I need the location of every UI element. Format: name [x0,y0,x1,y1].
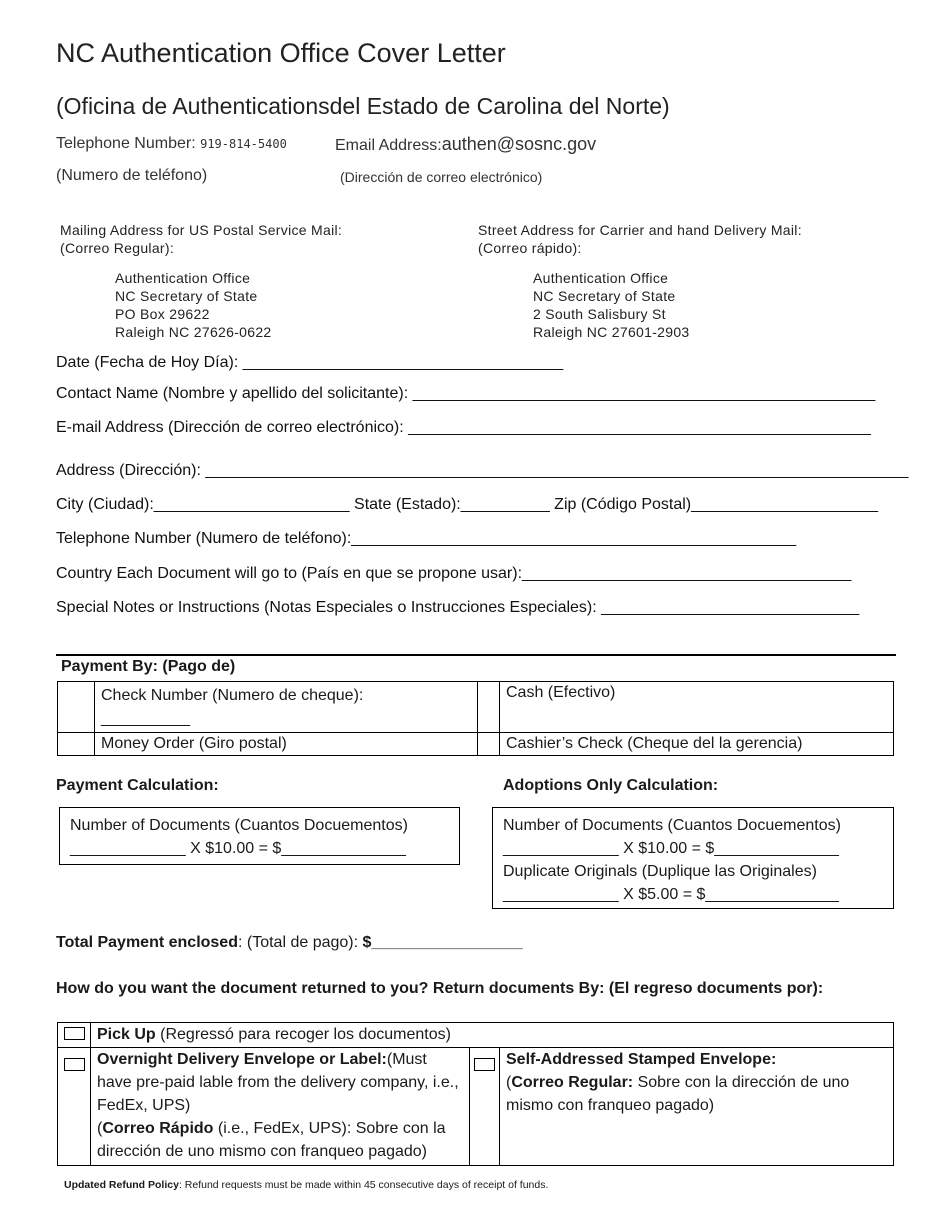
pickup-checkbox[interactable] [64,1027,85,1040]
refund-policy-text: : Refund requests must be made within 45 consecutive days of receipt of funds. [178,1179,549,1191]
notes-field[interactable]: Special Notes or Instructions (Notas Especiales o Instrucciones Especiales): _____________________________ [56,599,860,616]
pickup-checkbox-cell [58,1023,91,1048]
address-field[interactable]: Address (Dirección): _______________________________________________________________________________ [56,462,909,479]
section-divider [56,654,896,656]
adoption-docs-amount-line[interactable]: _____________ X $10.00 = $______________ [503,840,839,857]
duplicate-originals-amount-line[interactable]: _____________ X $5.00 = $_______________ [503,886,839,903]
adoption-docs-label: Number of Documents (Cuantos Docuementos) [503,817,841,834]
email-address-field[interactable]: E-mail Address (Dirección de correo electrónico): ____________________________________________________ [56,419,871,436]
page-subtitle: (Oficina de Authenticationsdel Estado de Carolina del Norte) [56,93,670,119]
street-heading-es: (Correo rápido): [478,240,582,256]
date-field[interactable]: Date (Fecha de Hoy Día): ____________________________________ [56,354,564,371]
adoptions-calculation-box [492,807,894,909]
email-label: Email Address: [335,137,442,154]
mailing-line: Raleigh NC 27626-0622 [115,324,272,340]
pickup-option [91,1023,894,1048]
money-order-label: Money Order (Giro postal) [95,733,478,756]
correo-regular-description: Sobre con la dirección de uno mismo con franqueo pagado) [506,1074,850,1114]
total-payment-label: Total Payment enclosed [56,934,238,951]
street-heading: Street Address for Carrier and hand Delivery Mail: [478,222,802,238]
email-value[interactable]: authen@sosnc.gov [441,134,597,154]
pickup-label: Pick Up [97,1026,156,1043]
street-line: NC Secretary of State [533,288,676,304]
paren: ( [97,1120,103,1137]
mailing-heading: Mailing Address for US Postal Service Mail: [60,222,343,238]
pickup-description: (Regressó para recoger los documentos) [155,1026,451,1043]
money-order-checkbox[interactable] [58,733,95,756]
overnight-description: (Must have pre-paid lable from the delivery company, i.e., FedEx, UPS) [97,1051,459,1114]
mailing-line: Authentication Office [115,270,251,286]
docs-label: Number of Documents (Cuantos Docuementos) [70,817,408,834]
overnight-checkbox[interactable] [64,1058,85,1071]
refund-policy-label: Updated Refund Policy [64,1179,179,1191]
total-payment-es: : (Total de pago): [237,934,363,951]
mailing-address-block [60,221,342,341]
email-line [335,134,596,155]
total-payment-amount[interactable]: $_________________ [362,934,523,951]
email-es: (Dirección de correo electrónico) [340,169,543,185]
country-field[interactable]: Country Each Document will go to (País en que se propone usar):_____________________________________ [56,565,852,582]
duplicate-originals-label: Duplicate Originals (Duplique las Originales) [503,863,817,880]
overnight-option [91,1048,470,1166]
telephone-value: 919-814-5400 [200,137,287,151]
cash-label: Cash (Efectivo) [500,682,894,733]
total-payment-line [56,934,523,952]
check-option [95,682,478,733]
telephone-line [56,135,287,153]
page-title: NC Authentication Office Cover Letter [56,38,506,68]
return-method-table [57,1022,894,1166]
payment-calculation-heading: Payment Calculation: [56,777,219,794]
check-label: Check Number (Numero de cheque): [101,687,364,704]
overnight-checkbox-cell [58,1048,91,1166]
street-line: 2 South Salisbury St [533,306,666,322]
cash-checkbox[interactable] [478,682,500,733]
telephone-field[interactable]: Telephone Number (Numero de teléfono):__________________________________________________ [56,530,797,547]
sase-checkbox-cell [470,1048,500,1166]
cashiers-check-checkbox[interactable] [478,733,500,756]
correo-rapido-description: (i.e., FedEx, UPS): Sobre con la dirección de uno mismo con franqueo pagado) [97,1120,446,1160]
contact-name-field[interactable]: Contact Name (Nombre y apellido del solicitante): ____________________________________________________ [56,385,876,402]
mailing-line: PO Box 29622 [115,306,210,322]
street-address-block [478,221,802,341]
payment-calculation-box [59,807,460,865]
sase-option [500,1048,894,1166]
docs-amount-line[interactable]: _____________ X $10.00 = $______________ [70,840,406,857]
return-question: How do you want the document returned to you? Return documents By: (El regreso documents por): [56,980,824,997]
payment-heading: Payment By: (Pago de) [61,658,236,675]
mailing-line: NC Secretary of State [115,288,258,304]
adoptions-calculation-heading: Adoptions Only Calculation: [503,777,719,794]
payment-method-table [57,681,894,756]
sase-label: Self-Addressed Stamped Envelope: [506,1051,777,1068]
correo-regular-label: Correo Regular: [511,1074,634,1091]
refund-policy [64,1179,548,1191]
street-line: Raleigh NC 27601-2903 [533,324,690,340]
correo-rapido-label: Correo Rápido [102,1120,214,1137]
city-state-zip-field[interactable]: City (Ciudad):______________________ State (Estado):__________ Zip (Código Postal)_____________________ [56,496,878,513]
street-line: Authentication Office [533,270,669,286]
paren: ( [506,1074,512,1091]
sase-checkbox[interactable] [474,1058,495,1071]
mailing-heading-es: (Correo Regular): [60,240,175,256]
telephone-label: Telephone Number: [56,135,196,152]
cashiers-check-label: Cashier’s Check (Cheque del la gerencia) [500,733,894,756]
overnight-label: Overnight Delivery Envelope or Label: [97,1051,387,1068]
check-checkbox[interactable] [58,682,95,733]
check-number-line[interactable]: __________ [101,710,190,727]
telephone-es: (Numero de teléfono) [56,167,208,184]
